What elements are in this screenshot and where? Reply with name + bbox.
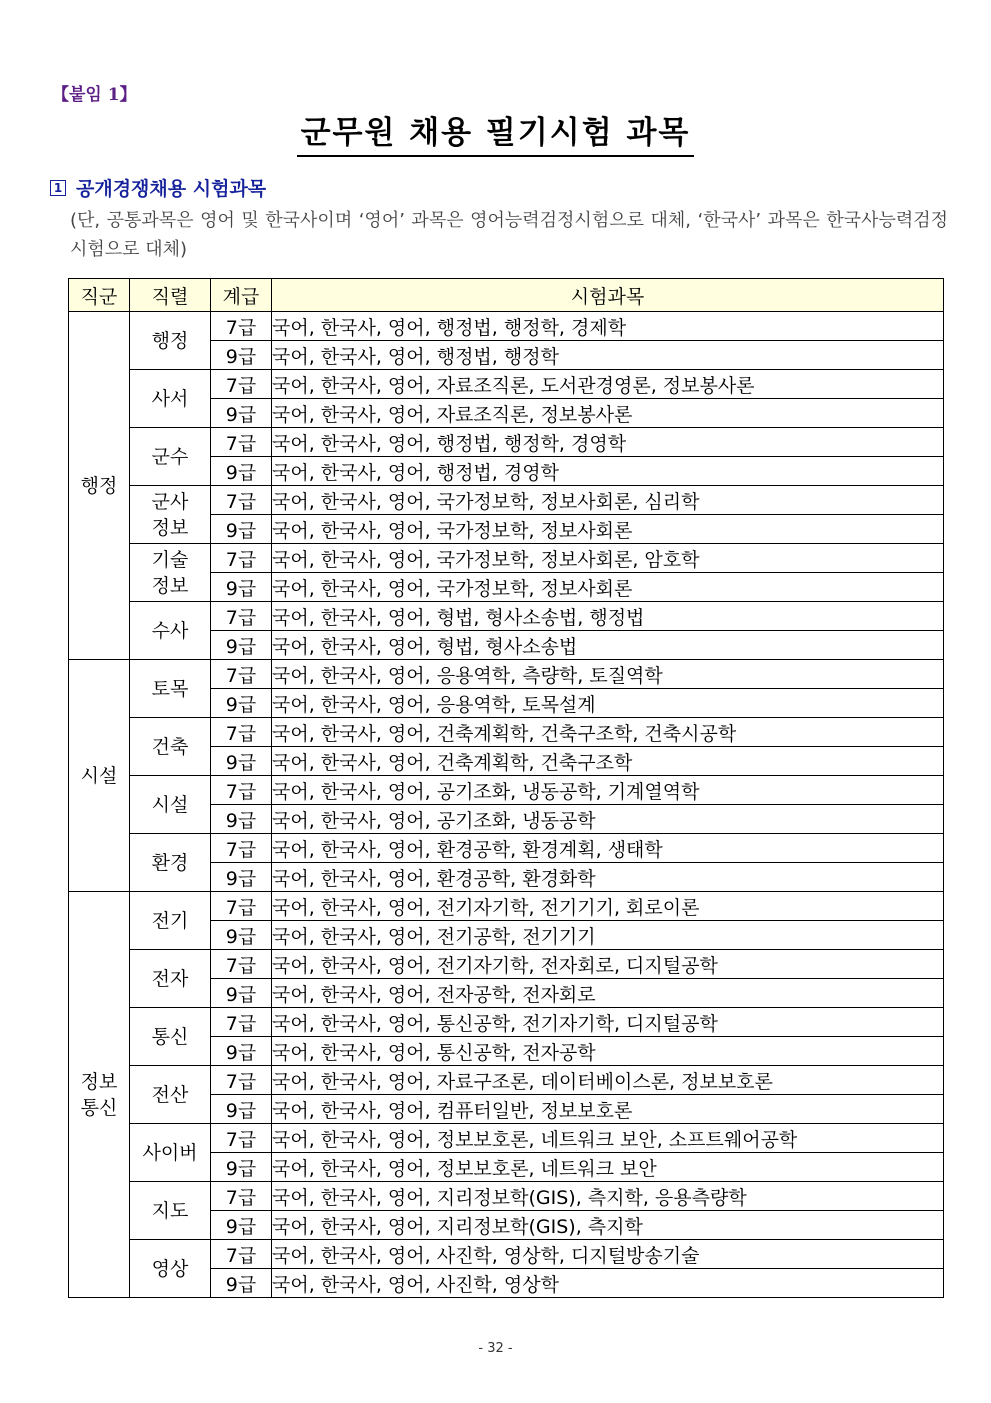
subjects-cell: 국어, 한국사, 영어, 통신공학, 전기자기학, 디지털공학 — [272, 1008, 944, 1037]
section-number-box: 1 — [50, 180, 66, 196]
series-cell: 지도 — [130, 1182, 211, 1240]
grade-cell: 9급 — [211, 863, 272, 892]
series-cell: 환경 — [130, 834, 211, 892]
table-row — [69, 428, 944, 457]
subjects-cell: 국어, 한국사, 영어, 자료조직론, 정보봉사론 — [272, 399, 944, 428]
grade-cell: 7급 — [211, 1124, 272, 1153]
table-row — [69, 892, 944, 921]
subjects-cell: 국어, 한국사, 영어, 공기조화, 냉동공학, 기계열역학 — [272, 776, 944, 805]
group-cell: 정보 통신 — [69, 892, 130, 1298]
grade-cell: 9급 — [211, 1037, 272, 1066]
grade-cell: 9급 — [211, 979, 272, 1008]
group-cell: 행정 — [69, 312, 130, 660]
grade-cell: 9급 — [211, 805, 272, 834]
title-wrapper — [0, 113, 991, 157]
grade-cell: 7급 — [211, 428, 272, 457]
section-note: (단, 공통과목은 영어 및 한국사이며 ‘영어’ 과목은 영어능력검정시험으로 대체, ‘한국사’ 과목은 한국사능력검정시험으로 대체) — [70, 210, 948, 260]
table-row — [69, 660, 944, 689]
grade-cell: 9급 — [211, 399, 272, 428]
table-row — [69, 1124, 944, 1153]
series-cell: 영상 — [130, 1240, 211, 1298]
subjects-cell: 국어, 한국사, 영어, 전자공학, 전자회로 — [272, 979, 944, 1008]
series-cell: 수사 — [130, 602, 211, 660]
subjects-cell: 국어, 한국사, 영어, 응용역학, 토목설계 — [272, 689, 944, 718]
table-row — [69, 370, 944, 399]
table-header-row — [69, 279, 944, 312]
subjects-cell: 국어, 한국사, 영어, 국가정보학, 정보사회론, 암호학 — [272, 544, 944, 573]
series-cell: 군수 — [130, 428, 211, 486]
series-cell: 토목 — [130, 660, 211, 718]
subjects-cell: 국어, 한국사, 영어, 환경공학, 환경계획, 생태학 — [272, 834, 944, 863]
series-cell: 전자 — [130, 950, 211, 1008]
attachment-tag: 【붙임 1】 — [52, 85, 137, 105]
table-row — [69, 718, 944, 747]
subjects-cell: 국어, 한국사, 영어, 사진학, 영상학 — [272, 1269, 944, 1298]
grade-cell: 7급 — [211, 544, 272, 573]
table-row — [69, 486, 944, 515]
grade-cell: 7급 — [211, 1008, 272, 1037]
group-cell: 시설 — [69, 660, 130, 892]
grade-cell: 9급 — [211, 921, 272, 950]
subjects-cell: 국어, 한국사, 영어, 국가정보학, 정보사회론 — [272, 515, 944, 544]
header-series: 직렬 — [130, 279, 211, 312]
grade-cell: 7급 — [211, 660, 272, 689]
table-row — [69, 1240, 944, 1269]
subjects-cell: 국어, 한국사, 영어, 사진학, 영상학, 디지털방송기술 — [272, 1240, 944, 1269]
subjects-cell: 국어, 한국사, 영어, 정보보호론, 네트워크 보안 — [272, 1153, 944, 1182]
table-row — [69, 1066, 944, 1095]
grade-cell: 9급 — [211, 1153, 272, 1182]
grade-cell: 9급 — [211, 341, 272, 370]
series-cell: 시설 — [130, 776, 211, 834]
table-row — [69, 1008, 944, 1037]
table-row — [69, 950, 944, 979]
subjects-cell: 국어, 한국사, 영어, 지리정보학(GIS), 측지학, 응용측량학 — [272, 1182, 944, 1211]
grade-cell: 7급 — [211, 718, 272, 747]
subjects-cell: 국어, 한국사, 영어, 전기자기학, 전기기기, 회로이론 — [272, 892, 944, 921]
grade-cell: 9급 — [211, 457, 272, 486]
subjects-cell: 국어, 한국사, 영어, 통신공학, 전자공학 — [272, 1037, 944, 1066]
subjects-cell: 국어, 한국사, 영어, 자료조직론, 도서관경영론, 정보봉사론 — [272, 370, 944, 399]
subjects-cell: 국어, 한국사, 영어, 전기자기학, 전자회로, 디지털공학 — [272, 950, 944, 979]
header-grade: 계급 — [211, 279, 272, 312]
subjects-cell: 국어, 한국사, 영어, 건축계획학, 건축구조학, 건축시공학 — [272, 718, 944, 747]
series-cell: 전기 — [130, 892, 211, 950]
subjects-cell: 국어, 한국사, 영어, 공기조화, 냉동공학 — [272, 805, 944, 834]
table-row — [69, 312, 944, 341]
series-cell: 전산 — [130, 1066, 211, 1124]
page-title: 군무원 채용 필기시험 과목 — [297, 113, 695, 157]
subjects-cell: 국어, 한국사, 영어, 형법, 형사소송법, 행정법 — [272, 602, 944, 631]
grade-cell: 9급 — [211, 515, 272, 544]
series-cell: 건축 — [130, 718, 211, 776]
grade-cell: 7급 — [211, 1182, 272, 1211]
table-row — [69, 1182, 944, 1211]
table-body — [69, 312, 944, 1298]
subjects-cell: 국어, 한국사, 영어, 행정법, 행정학, 경영학 — [272, 428, 944, 457]
grade-cell: 7급 — [211, 1240, 272, 1269]
grade-cell: 7급 — [211, 834, 272, 863]
subjects-cell: 국어, 한국사, 영어, 국가정보학, 정보사회론 — [272, 573, 944, 602]
grade-cell: 7급 — [211, 892, 272, 921]
series-cell: 사이버 — [130, 1124, 211, 1182]
grade-cell: 9급 — [211, 747, 272, 776]
subjects-cell: 국어, 한국사, 영어, 지리정보학(GIS), 측지학 — [272, 1211, 944, 1240]
grade-cell: 7급 — [211, 602, 272, 631]
grade-cell: 9급 — [211, 1269, 272, 1298]
grade-cell: 9급 — [211, 573, 272, 602]
subjects-cell: 국어, 한국사, 영어, 행정법, 행정학 — [272, 341, 944, 370]
subjects-cell: 국어, 한국사, 영어, 전기공학, 전기기기 — [272, 921, 944, 950]
subjects-cell: 국어, 한국사, 영어, 건축계획학, 건축구조학 — [272, 747, 944, 776]
series-cell: 통신 — [130, 1008, 211, 1066]
grade-cell: 7급 — [211, 1066, 272, 1095]
grade-cell: 7급 — [211, 950, 272, 979]
header-group: 직군 — [69, 279, 130, 312]
table-row — [69, 776, 944, 805]
grade-cell: 7급 — [211, 370, 272, 399]
series-cell: 사서 — [130, 370, 211, 428]
header-subjects: 시험과목 — [272, 279, 944, 312]
grade-cell: 9급 — [211, 1095, 272, 1124]
section-heading — [50, 174, 266, 201]
grade-cell: 9급 — [211, 1211, 272, 1240]
subjects-cell: 국어, 한국사, 영어, 행정법, 경영학 — [272, 457, 944, 486]
grade-cell: 7급 — [211, 776, 272, 805]
grade-cell: 7급 — [211, 486, 272, 515]
subjects-cell: 국어, 한국사, 영어, 응용역학, 측량학, 토질역학 — [272, 660, 944, 689]
table-row — [69, 602, 944, 631]
grade-cell: 7급 — [211, 312, 272, 341]
table-row — [69, 544, 944, 573]
subjects-cell: 국어, 한국사, 영어, 환경공학, 환경화학 — [272, 863, 944, 892]
subjects-cell: 국어, 한국사, 영어, 행정법, 행정학, 경제학 — [272, 312, 944, 341]
subjects-cell: 국어, 한국사, 영어, 정보보호론, 네트워크 보안, 소프트웨어공학 — [272, 1124, 944, 1153]
section-title: 공개경쟁채용 시험과목 — [76, 178, 267, 200]
page-number: - 32 - — [478, 1341, 513, 1356]
subjects-cell: 국어, 한국사, 영어, 컴퓨터일반, 정보보호론 — [272, 1095, 944, 1124]
subjects-cell: 국어, 한국사, 영어, 형법, 형사소송법 — [272, 631, 944, 660]
exam-subjects-table — [68, 278, 944, 1298]
subjects-cell: 국어, 한국사, 영어, 자료구조론, 데이터베이스론, 정보보호론 — [272, 1066, 944, 1095]
table-row — [69, 834, 944, 863]
series-cell: 군사 정보 — [130, 486, 211, 544]
grade-cell: 9급 — [211, 689, 272, 718]
series-cell: 기술 정보 — [130, 544, 211, 602]
subjects-cell: 국어, 한국사, 영어, 국가정보학, 정보사회론, 심리학 — [272, 486, 944, 515]
series-cell: 행정 — [130, 312, 211, 370]
grade-cell: 9급 — [211, 631, 272, 660]
